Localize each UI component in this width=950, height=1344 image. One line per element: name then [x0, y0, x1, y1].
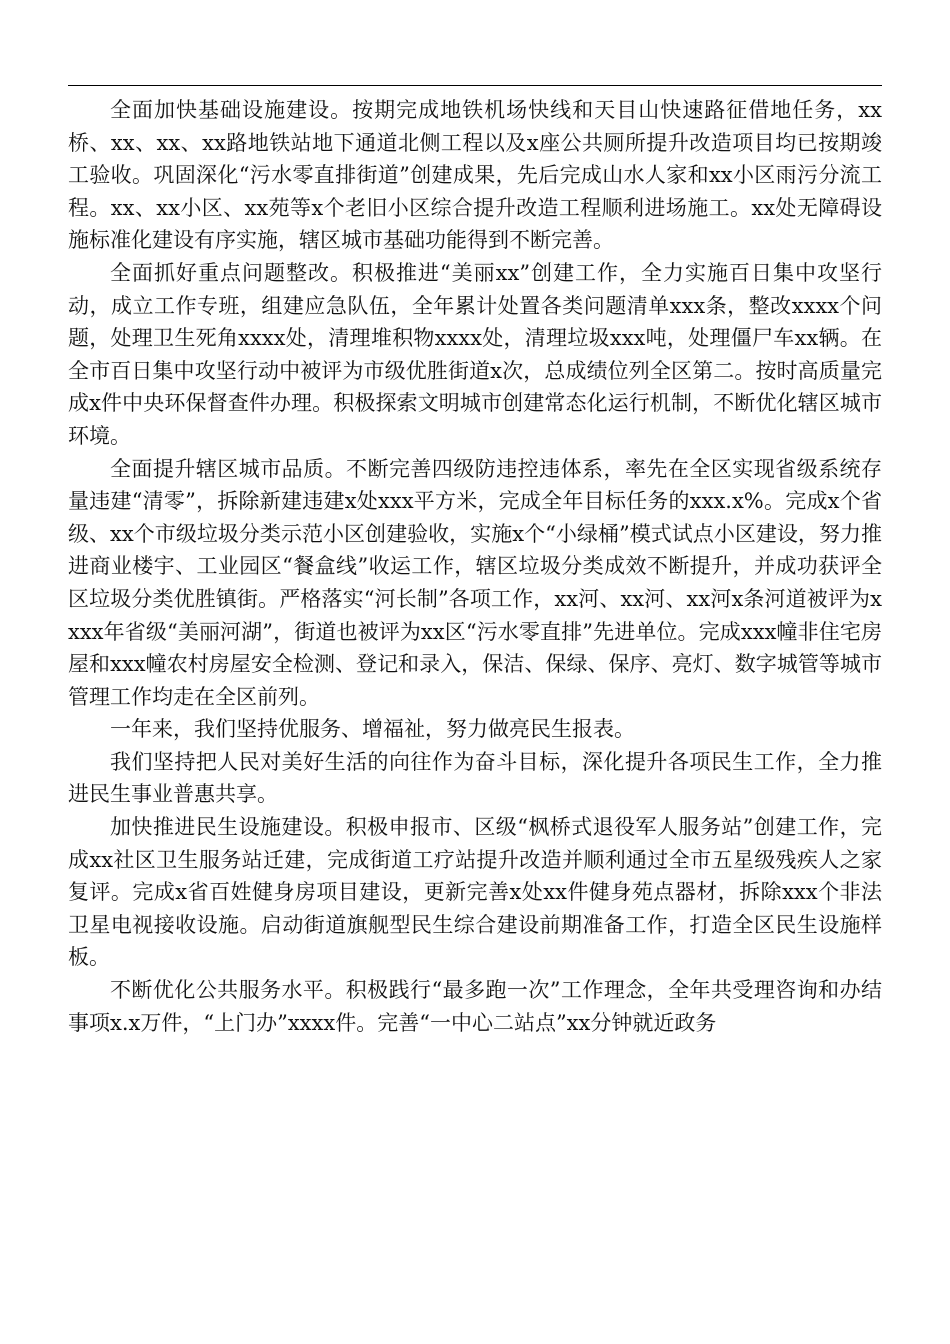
paragraph-city-quality: 全面提升辖区城市品质。不断完善四级防违控违体系，率先在全区实现省级系统存量违建“清零”，拆除新建违建x处xxx平方米，完成全年目标任务的xxx.x%。完成x个省级、xx个市级垃圾分类示范小区创建验收，实施x个“小绿桶”模式试点小区建设，努力推进商业楼宇、工业园区“餐盒线”收运工作，辖区垃圾分类成效不断提升，并成功获评全区垃圾分类优胜镇街。严格落实“河长制”各项工作，xx河、xx河、xx河x条河道被评为xxxx年省级“美丽河湖”，街道也被评为xx区“污水零直排”先进单位。完成xxx幢非住宅房屋和xxx幢农村房屋安全检测、登记和录入，保洁、保绿、保序、亮灯、数字城管等城市管理工作均走在全区前列。 — [68, 456, 882, 709]
document-body — [68, 94, 882, 1039]
paragraph-problem-rectification: 全面抓好重点问题整改。积极推进“美丽xx”创建工作，全力实施百日集中攻坚行动，成立工作专班，组建应急队伍，全年累计处置各类问题清单xxx条，整改xxxx个问题，处理卫生死角xxxx处，清理堆积物xxxx处，清理垃圾xxx吨，处理僵尸车xx辆。在全市百日集中攻坚行动中被评为市级优胜街道x次，总成绩位列全区第二。按时高质量完成x件中央环保督查件办理。积极探索文明城市创建常态化运行机制，不断优化辖区城市环境。 — [68, 260, 882, 448]
paragraph-year-summary: 一年来，我们坚持优服务、增福祉，努力做亮民生报表。 — [110, 717, 635, 742]
paragraph-livelihood-facilities: 加快推进民生设施建设。积极申报市、区级“枫桥式退役军人服务站”创建工作，完成xx社区卫生服务站迁建，完成街道工疗站提升改造并顺利通过全市五星级残疾人之家复评。完成x省百姓健身房项目建设，更新完善x处xx件健身苑点器材，拆除xxx个非法卫星电视接收设施。启动街道旗舰型民生综合建设前期准备工作，打造全区民生设施样板。 — [68, 815, 882, 970]
header-rule — [68, 85, 882, 86]
paragraph-livelihood-goal: 我们坚持把人民对美好生活的向往作为奋斗目标，深化提升各项民生工作，全力推进民生事业普惠共享。 — [68, 749, 882, 807]
paragraph-public-service: 不断优化公共服务水平。积极践行“最多跑一次”工作理念，全年共受理咨询和办结事项x.x万件，“上门办”xxxx件。完善“一中心二站点”xx分钟就近政务 — [68, 978, 882, 1035]
paragraph-infrastructure: 全面加快基础设施建设。按期完成地铁机场快线和天目山快速路征借地任务，xx桥、xx、xx、xx路地铁站地下通道北侧工程以及x座公共厕所提升改造项目均已按期竣工验收。巩固深化“污水零直排街道”创建成果，先后完成山水人家和xx小区雨污分流工程。xx、xx小区、xx苑等x个老旧小区综合提升改造工程顺利进场施工。xx处无障碍设施标准化建设有序实施，辖区城市基础功能得到不断完善。 — [68, 98, 882, 253]
